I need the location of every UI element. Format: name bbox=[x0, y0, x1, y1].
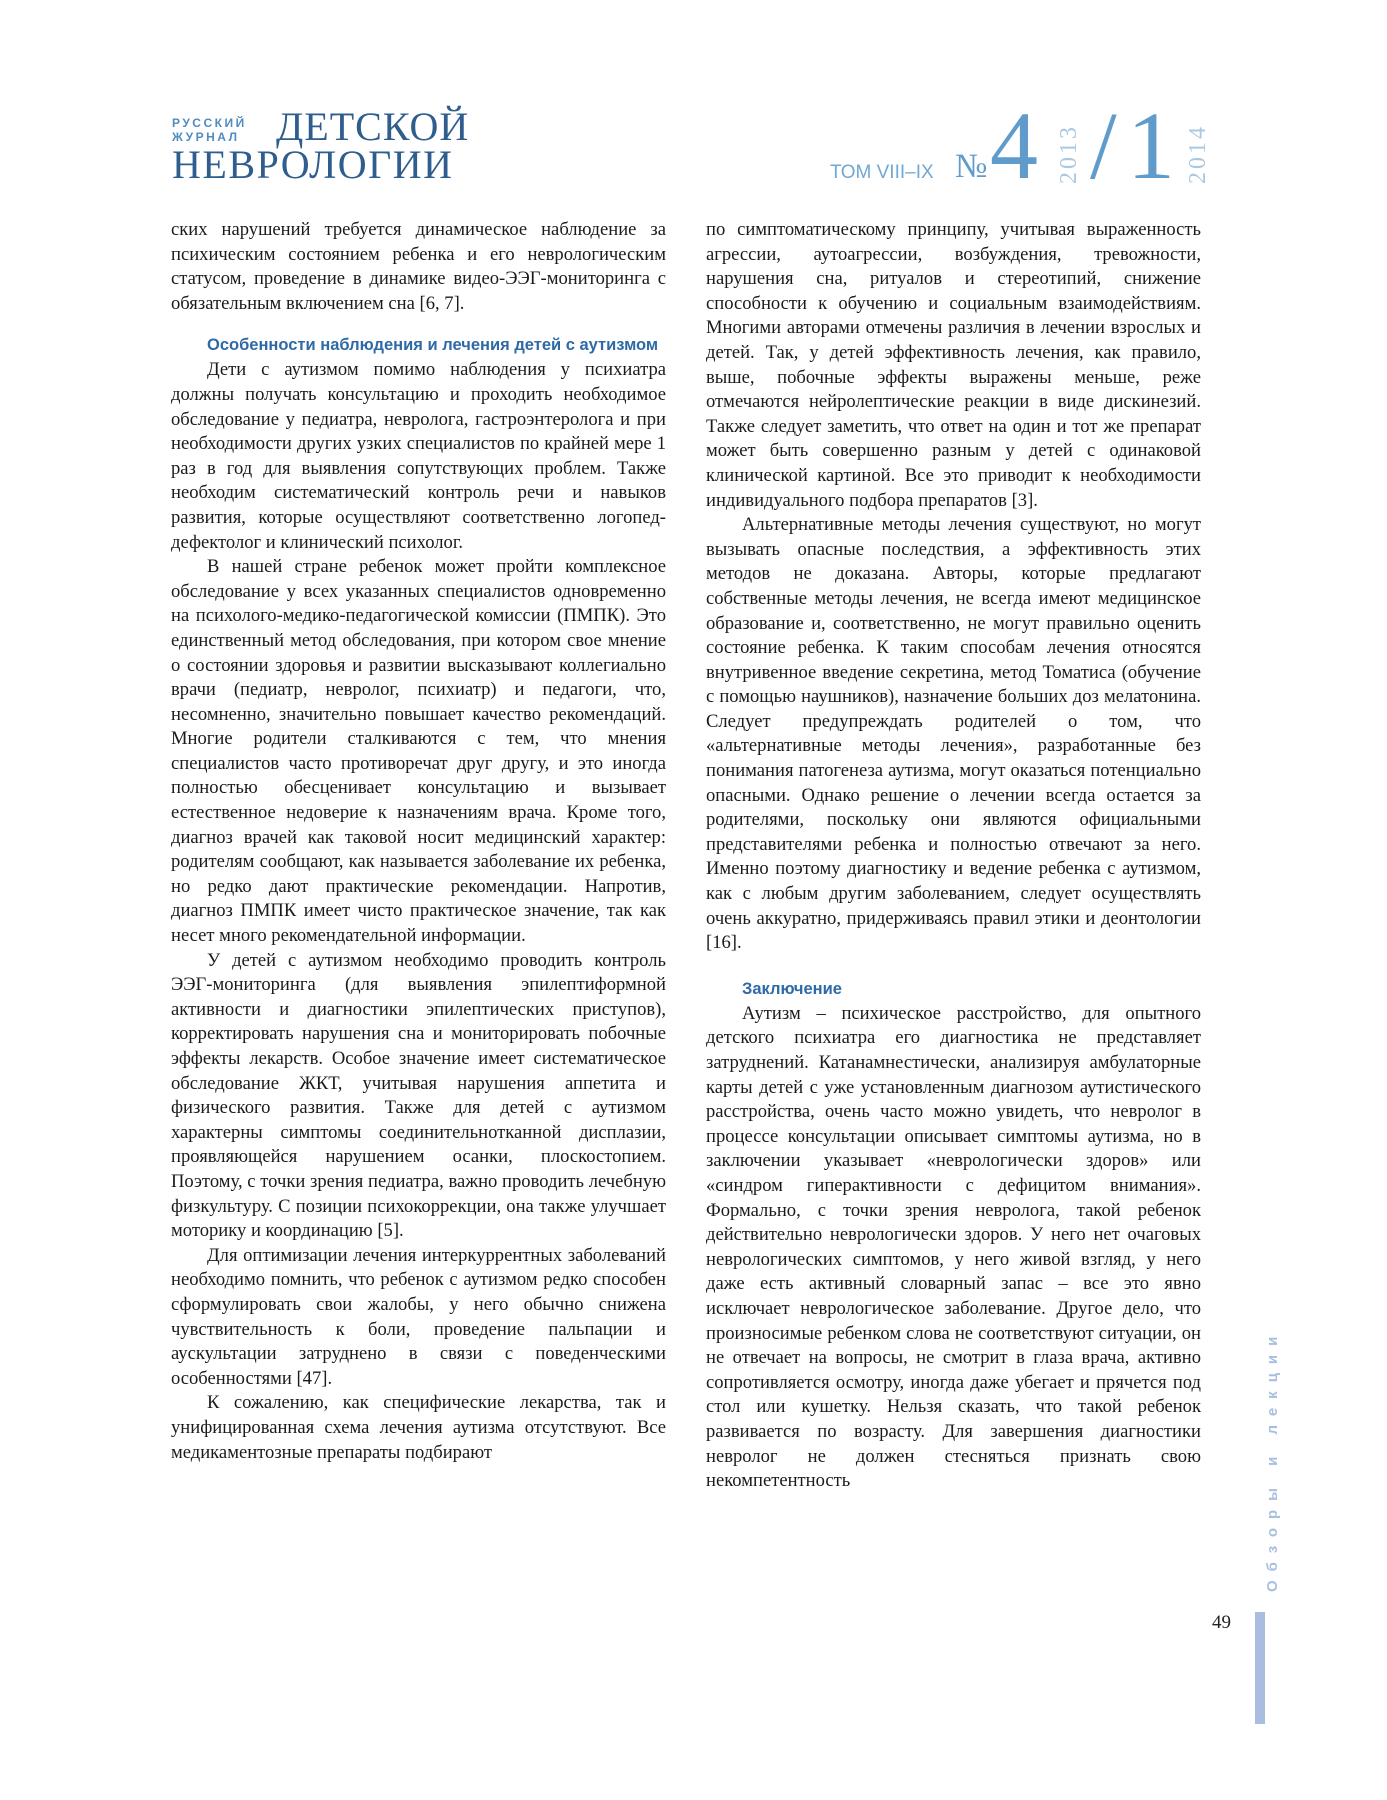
journal-name-small: РУССКИЙ ЖУРНАЛ bbox=[172, 116, 247, 144]
left-column bbox=[171, 218, 666, 1465]
paragraph: К сожалению, как специфические лекарства, так и унифицированная схема лечения аутизма отсутствуют. Все медикаментозные препараты подбирают bbox=[171, 1392, 666, 1463]
section-heading-autism-care: Особенности наблюдения и лечения детей с аутизмом bbox=[207, 336, 659, 355]
year-1: 2013 bbox=[1056, 124, 1082, 184]
paragraph: У детей с аутизмом необходимо проводить контроль ЭЭГ-мониторинга (для выявления эпилептиформной активности и диагностики эпилептических приступов), корректировать нарушения сна и мониторировать побочные эффекты лекарств. Особое значение имеет систематическое обследование ЖКТ, учитывая нарушения аппетита и физического развития. Также для детей с аутизмом характерны симптомы соединительнотканной дисплазии, проявляющейся нарушением осанки, плоскостопием. Поэтому, с точки зрения педиатра, важно проводить лечебную физкультуру. С позиции психокоррекции, она также улучшает моторику и координацию [5]. bbox=[171, 949, 666, 1242]
paragraph: ских нарушений требуется динамическое наблюдение за психическим состоянием ребенка и его неврологическим статусом, проведение в динамике видео-ЭЭГ-мониторинга с обязательным включением сна [6, 7]. bbox=[171, 219, 666, 314]
year-2: 2014 bbox=[1185, 124, 1211, 184]
paragraph: по симптоматическому принципу, учитывая выраженность агрессии, аутоагрессии, возбуждения, тревожности, нарушения сна, ритуалов и стереотипий, снижение способности к обучению и социальным взаимодействиям. Многими авторами отмечены различия в лечении взрослых и детей. Так, у детей эффективность лечения, как правило, выше, побочные эффекты выражены меньше, реже отмечаются нейролептические реакции в виде дискинезий. Также следует заметить, что ответ на один и тот же препарат может быть совершенно разным у детей с одинаковой клинической картиной. Все это приводит к необходимости индивидуального подбора препаратов [3]. bbox=[706, 219, 1201, 511]
section-side-label: Обзоры и лекции bbox=[1264, 1327, 1281, 1592]
volume-label: ТОМ VIII–IX bbox=[830, 162, 934, 183]
paragraph: Аутизм – психическое расстройство, для опытного детского психиатра его диагностика не представляет затруднений. Катанамнестически, анализируя амбулаторные карты детей с уже установленным диагнозом аутистического расстройства, очень часто можно увидеть, что невролог в процессе консультации описывает симптомы аутизма, но в заключении указывает «неврологически здоров» или «синдром гиперактивности с дефицитом внимания». Формально, с точки зрения невролога, такой ребенок действительно неврологически здоров. У него нет очаговых неврологических симптомов, у него живой взгляд, у него даже есть активный словарный запас – все это явно исключает неврологическое заболевание. Другое дело, что произносимые ребенком слова не соответствуют ситуации, он не отвечает на вопросы, не смотрит в глаза врача, активно сопротивляется осмотру, иногда даже убегает и прячется под стол или кушетку. Нельзя сказать, что такой ребенок развивается по возрасту. Для завершения диагностики невролог не должен стесняться признать свою некомпетентность bbox=[706, 1002, 1201, 1492]
paragraph: Для оптимизации лечения интеркуррентных заболеваний необходимо помнить, что ребенок с аутизмом редко способен сформулировать свои жалобы, у него обычно снижена чувствительность к боли, проведение пальпации и аускультации затруднено в связи с поведенческими особенностями [47]. bbox=[171, 1244, 666, 1389]
paragraph: Дети с аутизмом помимо наблюдения у психиатра должны получать консультацию и проходить необходимое обследование у педиатра, невролога, гастроэнтеролога и при необходимости других узких специалистов по крайней мере 1 раз в год для выявления сопутствующих проблем. Также необходим систематический контроль речи и навыков развития, которые осуществляют соответственно логопед-дефектолог и клинический психолог. bbox=[171, 359, 666, 553]
issue-number-2: 1 bbox=[1127, 92, 1175, 199]
page-number: 49 bbox=[1212, 1612, 1231, 1633]
journal-title-line2: НЕВРОЛОГИИ bbox=[172, 142, 454, 187]
side-accent-bar bbox=[1255, 1612, 1265, 1724]
paragraph: В нашей стране ребенок может пройти комплексное обследование у всех указанных специалистов одновременно на психолого-медико-педагогической комиссии (ПМПК). Это единственный метод обследования, при котором свое мнение о состоянии здоровья и развитии высказывают коллегиально врачи (педиатр, невролог, психиатр) и педагоги, что, несомненно, значительно повышает качество рекомендаций. Многие родители сталкиваются с тем, что мнения специалистов часто противоречат друг другу, и это иногда полностью обесценивает консультацию и вызывает естественное недоверие к назначениям врача. Кроме того, диагноз врачей как таковой носит медицинский характер: родителям сообщают, как называется заболевание их ребенка, но редко дают практические рекомендации. Напротив, диагноз ПМПК имеет чисто практическое значение, так как несет много рекомендательной информации. bbox=[171, 556, 666, 947]
right-column bbox=[706, 218, 1201, 1494]
issue-number-1: 4 bbox=[990, 92, 1038, 199]
journal-title-line1: ДЕТСКОЙ bbox=[276, 104, 470, 149]
number-sign: № bbox=[955, 148, 988, 185]
paragraph: Альтернативные методы лечения существуют, но могут вызывать опасные последствия, а эффективность этих методов не доказана. Авторы, которые предлагают собственные методы лечения, не всегда имеют медицинское образование и, соответственно, не могут правильно оценить состояние ребенка. К таким способам лечения относятся внутривенное введение секретина, метод Томатиса (обучение с помощью наушников), назначение больших доз мелатонина. Следует предупреждать родителей о том, что «альтернативные методы лечения», разработанные без понимания патогенеза аутизма, могут оказаться потенциально опасными. Однако решение о лечении всегда остается за родителями, поскольку они являются официальными представителями ребенка и полностью отвечают за него. Именно поэтому диагностику и ведение ребенка с аутизмом, как с любым другим заболеванием, следует осуществлять очень аккуратно, придерживаясь правил этики и деонтологии [16]. bbox=[706, 514, 1201, 954]
issue-slash: / bbox=[1090, 92, 1117, 199]
section-heading-conclusion: Заключение bbox=[742, 979, 842, 998]
